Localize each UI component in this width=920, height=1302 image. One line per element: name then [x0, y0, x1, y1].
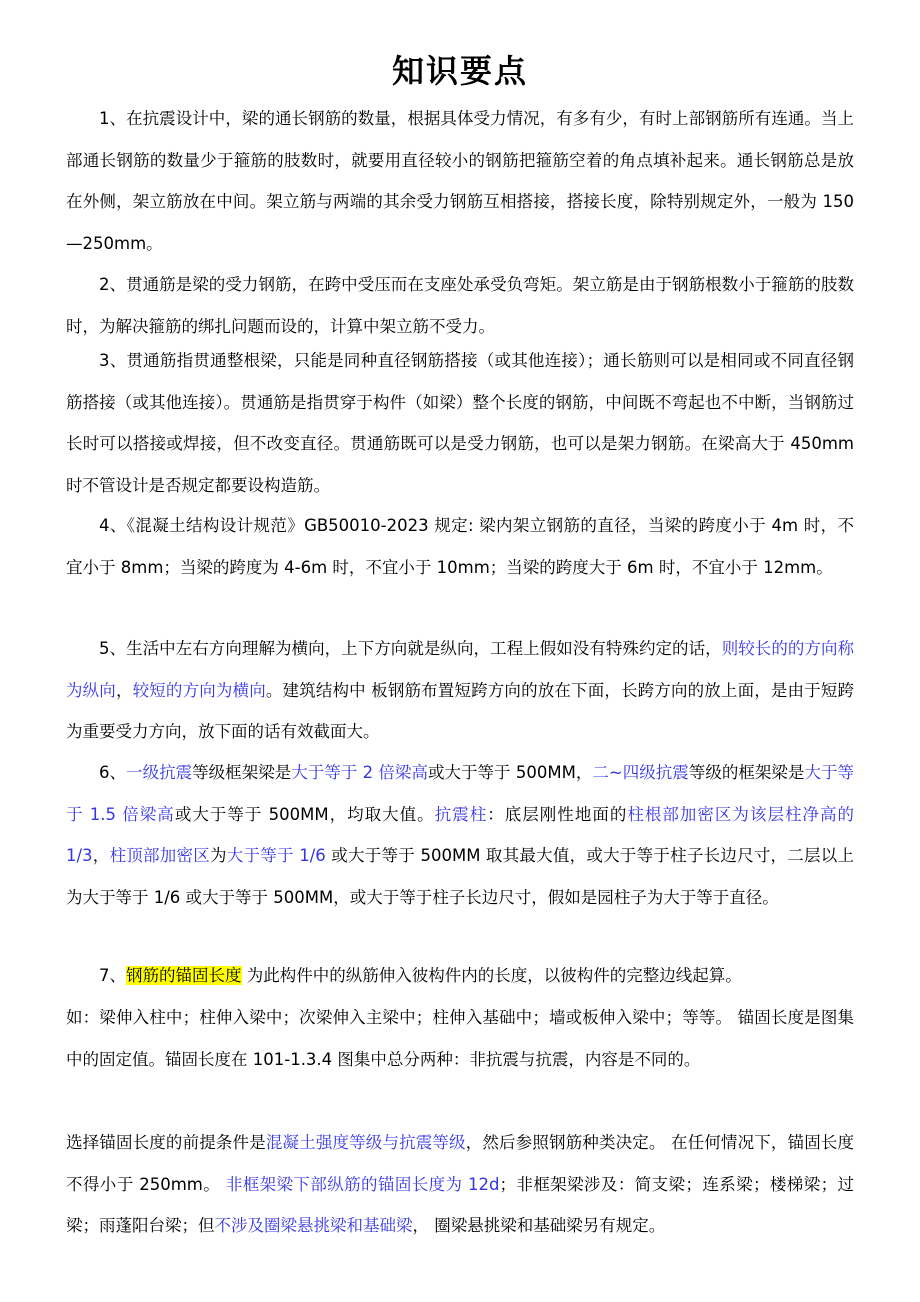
p9-text-a: 选择锚固长度的前提条件是	[66, 1133, 266, 1152]
p9-blue-12d: 非框架梁下部纵筋的锚固长度为 12d	[225, 1174, 500, 1194]
p7-highlight-anchorage: 钢筋的锚固长度	[126, 966, 242, 985]
paragraph-4: 4、《混凝土结构设计规范》GB50010-2023 规定: 梁内架立钢筋的直径，当梁的跨度小于 4m 时，不宜小于 8mm；当梁的跨度为 4-6m 时，不宜小于 10mm；当梁的跨度大于 6m 时，不宜小于 12mm。	[66, 516, 854, 577]
p6-s5: 或大于等于 500MM，	[427, 763, 593, 782]
p6-blue-2x-beam: 大于等于 2 倍梁高	[291, 763, 428, 782]
p6-blue-top-zone: 柱顶部加密区	[109, 846, 211, 865]
p6-blue-column: 抗震柱	[434, 804, 488, 824]
p9-text-c: ，然后参照钢筋种类决定。 在任何情况下，锚固长度不得小于 250mm。	[66, 1133, 855, 1194]
p6-blue-one-sixth: 大于等于 1/6	[226, 846, 326, 865]
paragraph-5	[66, 628, 854, 753]
p6-blue-level1: 一级抗震	[126, 763, 193, 782]
p6-s15: 为	[210, 846, 227, 865]
p5-blue-longer-direction: 则较长的的方向称为纵向	[66, 639, 854, 700]
p6-s17: 或大于等于 500MM 取其最大值，或大于等于柱子长边尺寸，二层以上为大于等于 1/6 或大于等于 500MM，或大于等于柱子长边尺寸，假如是园柱子为大于等于直径。	[66, 846, 855, 907]
p9-text-e: ；非框架梁涉及：简支梁；连系梁；楼梯梁；过梁；雨蓬阳台梁；但	[66, 1174, 855, 1235]
p9-blue-excluded-beams: 不涉及圈梁悬挑梁和基础梁	[214, 1216, 413, 1235]
p6-s9: 或大于等于 500MM，均取大值。	[174, 804, 435, 824]
p6-s1: 6、	[99, 763, 127, 782]
p6-s11: ：底层刚性地面的	[487, 804, 628, 824]
page-title: 知识要点	[391, 52, 528, 90]
p5-text-c: ，	[115, 680, 133, 700]
paragraph-8: 如：梁伸入柱中；柱伸入梁中；次梁伸入主梁中；柱伸入基础中；墙或板伸入梁中；等等。 锚固长度是图集中的固定值。锚固长度在 101-1.3.4 图集中总分两种：非抗震与抗震，内容是不同的。	[66, 1008, 854, 1069]
p5-blue-shorter-direction: 较短的方向为横向	[132, 680, 266, 700]
p6-s13: ，	[92, 846, 110, 865]
p6-blue-level2-4: 二~四级抗震	[592, 763, 689, 782]
paragraph-3: 3、贯通筋指贯通整根梁，只能是同种直径钢筋搭接（或其他连接）；通长筋则可以是相同或不同直径钢筋搭接（或其他连接）。贯通筋是指贯穿于构件（如梁）整个长度的钢筋，中间既不弯起也不中断，当钢筋过长时可以搭接或焊接，但不改变直径。贯通筋既可以是受力钢筋，也可以是架力钢筋。在梁高大于 450mm 时不管设计是否规定都要设构造筋。	[66, 351, 854, 495]
paragraph-6	[66, 752, 854, 918]
p7-text-c: 为此构件中的纵筋伸入彼构件内的长度，以彼构件的完整边线起算。	[241, 966, 742, 985]
paragraph-1: 1、在抗震设计中，梁的通长钢筋的数量，根据具体受力情况，有多有少，有时上部钢筋所有连通。当上部通长钢筋的数量少于箍筋的肢数时，就要用直径较小的钢筋把箍筋空着的角点填补起来。通长钢筋总是放在外侧，架立筋放在中间。架立筋与两端的其余受力钢筋互相搭接，搭接长度，除特别规定外，一般为 150—250mm。	[66, 109, 854, 253]
p7-text-a: 7、	[99, 966, 126, 985]
p5-text-e: 。建筑结构中 板钢筋布置短跨方向的放在下面，长跨方向的放上面，是由于短跨为重要受力方向，放下面的话有效截面大。	[66, 680, 855, 741]
p6-s3: 等级框架梁是	[192, 763, 292, 782]
p6-s7: 等级的框架梁是	[688, 763, 805, 782]
p9-text-g: ， 圈梁悬挑梁和基础梁另有规定。	[412, 1216, 666, 1235]
paragraph-9	[66, 1122, 854, 1247]
paragraph-7	[66, 955, 854, 997]
p5-text-a: 5、生活中左右方向理解为横向，上下方向就是纵向，工程上假如没有特殊约定的话，	[99, 639, 722, 658]
p9-blue-concrete-grade: 混凝土强度等级与抗震等级	[265, 1133, 466, 1152]
p6-blue-root-zone: 柱根部加密区为该层柱净高的 1/3	[66, 804, 855, 865]
p6-blue-15x-beam: 大于等于 1.5 倍梁高	[66, 763, 855, 824]
paragraph-2: 2、贯通筋是梁的受力钢筋，在跨中受压而在支座处承受负弯矩。架立筋是由于钢筋根数小于箍筋的肢数时，为解决箍筋的绑扎问题而设的，计算中架立筋不受力。	[66, 275, 854, 336]
